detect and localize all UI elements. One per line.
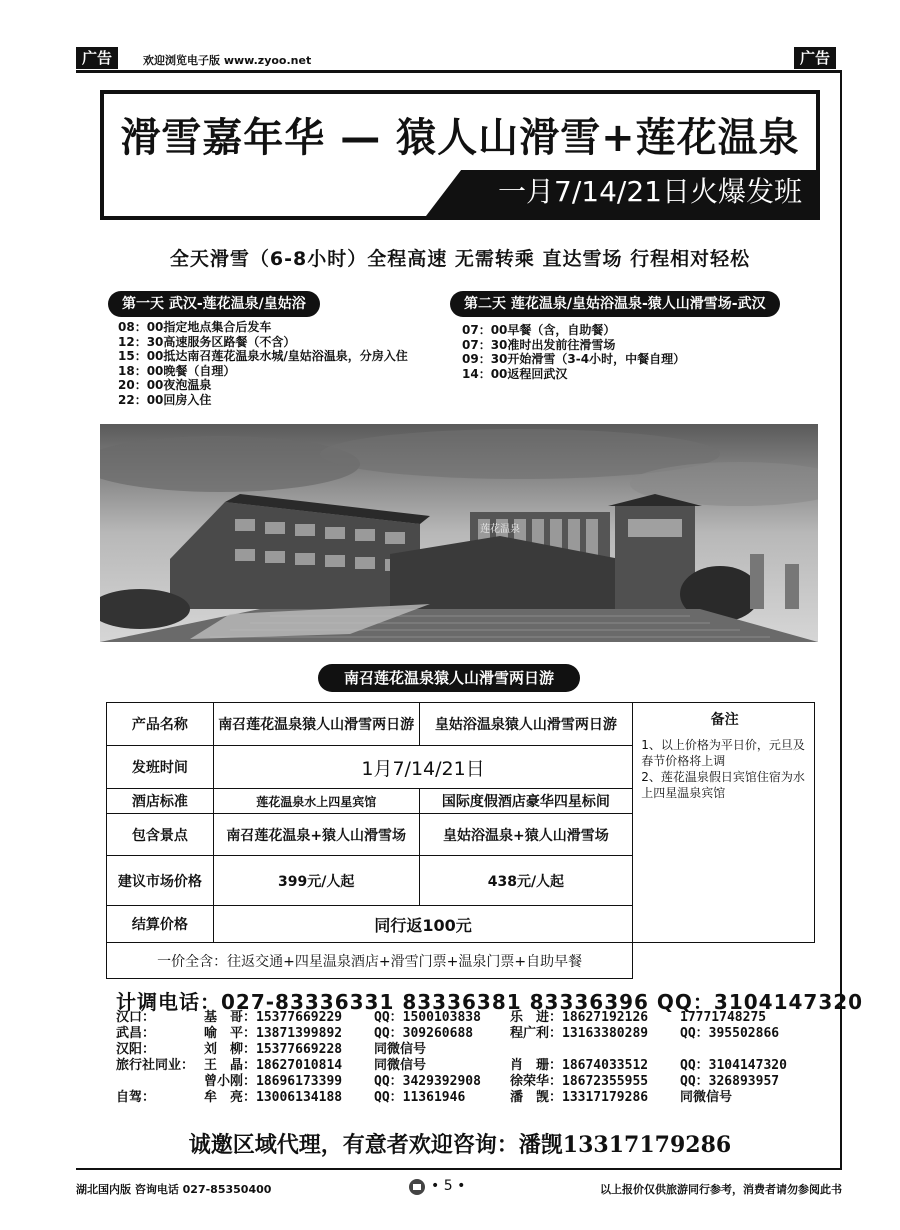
contact-phone[interactable]: 曾小刚：18696173399 xyxy=(204,1074,343,1089)
contact-phone[interactable]: 喻 平：13871399892 xyxy=(204,1026,343,1041)
footer-right: 以上报价仅供旅游同行参考，消费者请勿参阅此书 xyxy=(600,1183,842,1196)
contact-qq: QQ：309260688 xyxy=(374,1026,474,1041)
product2-spots: 皇姑浴温泉+猿人山滑雪场 xyxy=(419,814,633,856)
row-label-name: 产品名称 xyxy=(107,703,214,746)
contact-phone[interactable]: 王 晶：18627010814 xyxy=(204,1058,343,1073)
contact-qq: QQ：1500103838 xyxy=(374,1010,481,1025)
contact-list xyxy=(116,1010,816,1110)
photo-sign: 莲花温泉 xyxy=(480,524,520,535)
schedule-item: 22：00回房入住 xyxy=(118,392,212,407)
contact-phone[interactable]: 肖 珊：18674033512 xyxy=(510,1058,649,1073)
schedule-item: 20：00夜泡温泉 xyxy=(118,378,212,392)
row-label-settle: 结算价格 xyxy=(107,906,214,943)
table-row xyxy=(107,943,815,979)
agent-invitation: 诚邀区域代理，有意者欢迎咨询：潘觊13317179286 xyxy=(188,1132,732,1158)
schedule-item: 07：00早餐（含，自助餐） xyxy=(462,323,616,337)
contact-row xyxy=(116,1074,816,1091)
ad-tag-right: 广告 xyxy=(794,47,836,69)
departure-subtitle: 一月7/14/21日火爆发班 xyxy=(498,175,802,208)
contact-row xyxy=(116,1010,816,1027)
row-label-dates: 发班时间 xyxy=(107,746,214,789)
product1-hotel: 莲花温泉水上四星宾馆 xyxy=(213,789,419,814)
contact-qq: 同微信号 xyxy=(374,1042,427,1057)
contact-phone[interactable]: 程广利：13163380289 xyxy=(510,1026,649,1041)
row-label-price: 建议市场价格 xyxy=(107,856,214,906)
schedule-item: 07：30准时出发前往滑雪场 xyxy=(462,337,616,352)
footer-logo-icon xyxy=(408,1178,426,1196)
contact-extra: QQ：326893957 xyxy=(680,1074,780,1089)
day2-schedule xyxy=(462,323,685,381)
table-row xyxy=(107,703,815,746)
contact-row xyxy=(116,1026,816,1043)
contact-extra: 同微信号 xyxy=(680,1090,733,1105)
contact-phone[interactable]: 基 哥：15377669229 xyxy=(204,1010,343,1025)
row-label-hotel: 酒店标准 xyxy=(107,789,214,814)
contact-phone[interactable]: 刘 柳：15377669228 xyxy=(204,1042,343,1057)
row-label-spots: 包含景点 xyxy=(107,814,214,856)
schedule-item: 18：00晚餐（自理） xyxy=(118,363,236,378)
contact-row xyxy=(116,1090,816,1107)
contact-qq: QQ：3429392908 xyxy=(374,1074,481,1089)
contact-row xyxy=(116,1042,816,1059)
note-item: 1、以上价格为平日价，元旦及春节价格将上调 xyxy=(641,738,805,768)
contact-region: 自驾： xyxy=(116,1090,156,1105)
header-rule xyxy=(76,70,842,73)
contact-region: 旅行社同业： xyxy=(116,1058,195,1073)
product1-price: 399元/人起 xyxy=(213,856,419,906)
day2-label: 第二天 莲花温泉/皇姑浴温泉-猿人山滑雪场-武汉 xyxy=(450,291,780,317)
contact-extra: QQ：3104147320 xyxy=(680,1058,787,1073)
product2-name: 皇姑浴温泉猿人山滑雪两日游 xyxy=(419,703,633,746)
product-table xyxy=(106,702,815,979)
schedule-item: 09：30开始滑雪（3-4小时，中餐自理） xyxy=(462,352,686,366)
contact-row xyxy=(116,1058,816,1075)
schedule-item: 14：00返程回武汉 xyxy=(462,366,568,381)
note-item: 2、莲花温泉假日宾馆住宿为水上四星温泉宾馆 xyxy=(641,770,805,800)
hotel-photo xyxy=(100,424,818,642)
contact-qq: 同微信号 xyxy=(374,1058,427,1073)
contact-extra: QQ：395502866 xyxy=(680,1026,780,1041)
site-text[interactable]: 欢迎浏览电子版 www.zyoo.net xyxy=(143,54,312,67)
ad-tag-left: 广告 xyxy=(76,47,118,69)
slogan: 全天滑雪（6-8小时）全程高速 无需转乘 直达雪场 行程相对轻松 xyxy=(169,248,751,270)
schedule-item: 12：30高速服务区路餐（不含） xyxy=(118,334,296,349)
contact-extra: 17771748275 xyxy=(680,1010,767,1025)
schedule-item: 15：00抵达南召莲花温泉水城/皇姑浴温泉，分房入住 xyxy=(118,349,408,363)
hotline: 计调电话：027-83336331 83336381 83336396 QQ：3104147320 xyxy=(116,990,864,1014)
notes-title: 备注 xyxy=(710,712,739,728)
contact-region: 武昌： xyxy=(116,1026,156,1041)
title-box xyxy=(100,90,820,220)
product1-name: 南召莲花温泉猿人山滑雪两日游 xyxy=(213,703,419,746)
schedule-item: 08：00指定地点集合后发车 xyxy=(118,320,272,334)
settle-price: 同行返100元 xyxy=(213,906,632,943)
departure-dates: 1月7/14/21日 xyxy=(213,746,632,789)
product2-price: 438元/人起 xyxy=(419,856,633,906)
hotel-photo-illustration xyxy=(100,424,818,642)
notes-cell xyxy=(633,703,815,943)
footer-rule xyxy=(76,1168,842,1170)
contact-phone[interactable]: 牟 亮：13006134188 xyxy=(204,1090,343,1105)
product-banner: 南召莲花温泉猿人山滑雪两日游 xyxy=(318,664,580,692)
product2-hotel: 国际度假酒店豪华四星标间 xyxy=(419,789,633,814)
day1-schedule xyxy=(118,320,408,407)
footer-left: 湖北国内版 咨询电话 027-85350400 xyxy=(76,1183,272,1196)
main-title: 滑雪嘉年华 — 猿人山滑雪+莲花温泉 xyxy=(120,115,800,161)
contact-phone[interactable]: 徐荣华：18672355955 xyxy=(510,1074,649,1089)
contact-phone[interactable]: 乐 进：18627192126 xyxy=(510,1010,649,1025)
contact-region: 汉阳： xyxy=(116,1042,156,1057)
day1-label: 第一天 武汉-莲花温泉/皇姑浴 xyxy=(108,291,320,317)
page-number: • 5 • xyxy=(431,1178,466,1194)
all-inclusive: 一价全含：往返交通+四星温泉酒店+滑雪门票+温泉门票+自助早餐 xyxy=(107,943,633,979)
contact-region: 汉口： xyxy=(116,1010,156,1025)
contact-qq: QQ：11361946 xyxy=(374,1090,466,1105)
contact-phone[interactable]: 潘 觊：13317179286 xyxy=(510,1090,649,1105)
product1-spots: 南召莲花温泉+猿人山滑雪场 xyxy=(213,814,419,856)
